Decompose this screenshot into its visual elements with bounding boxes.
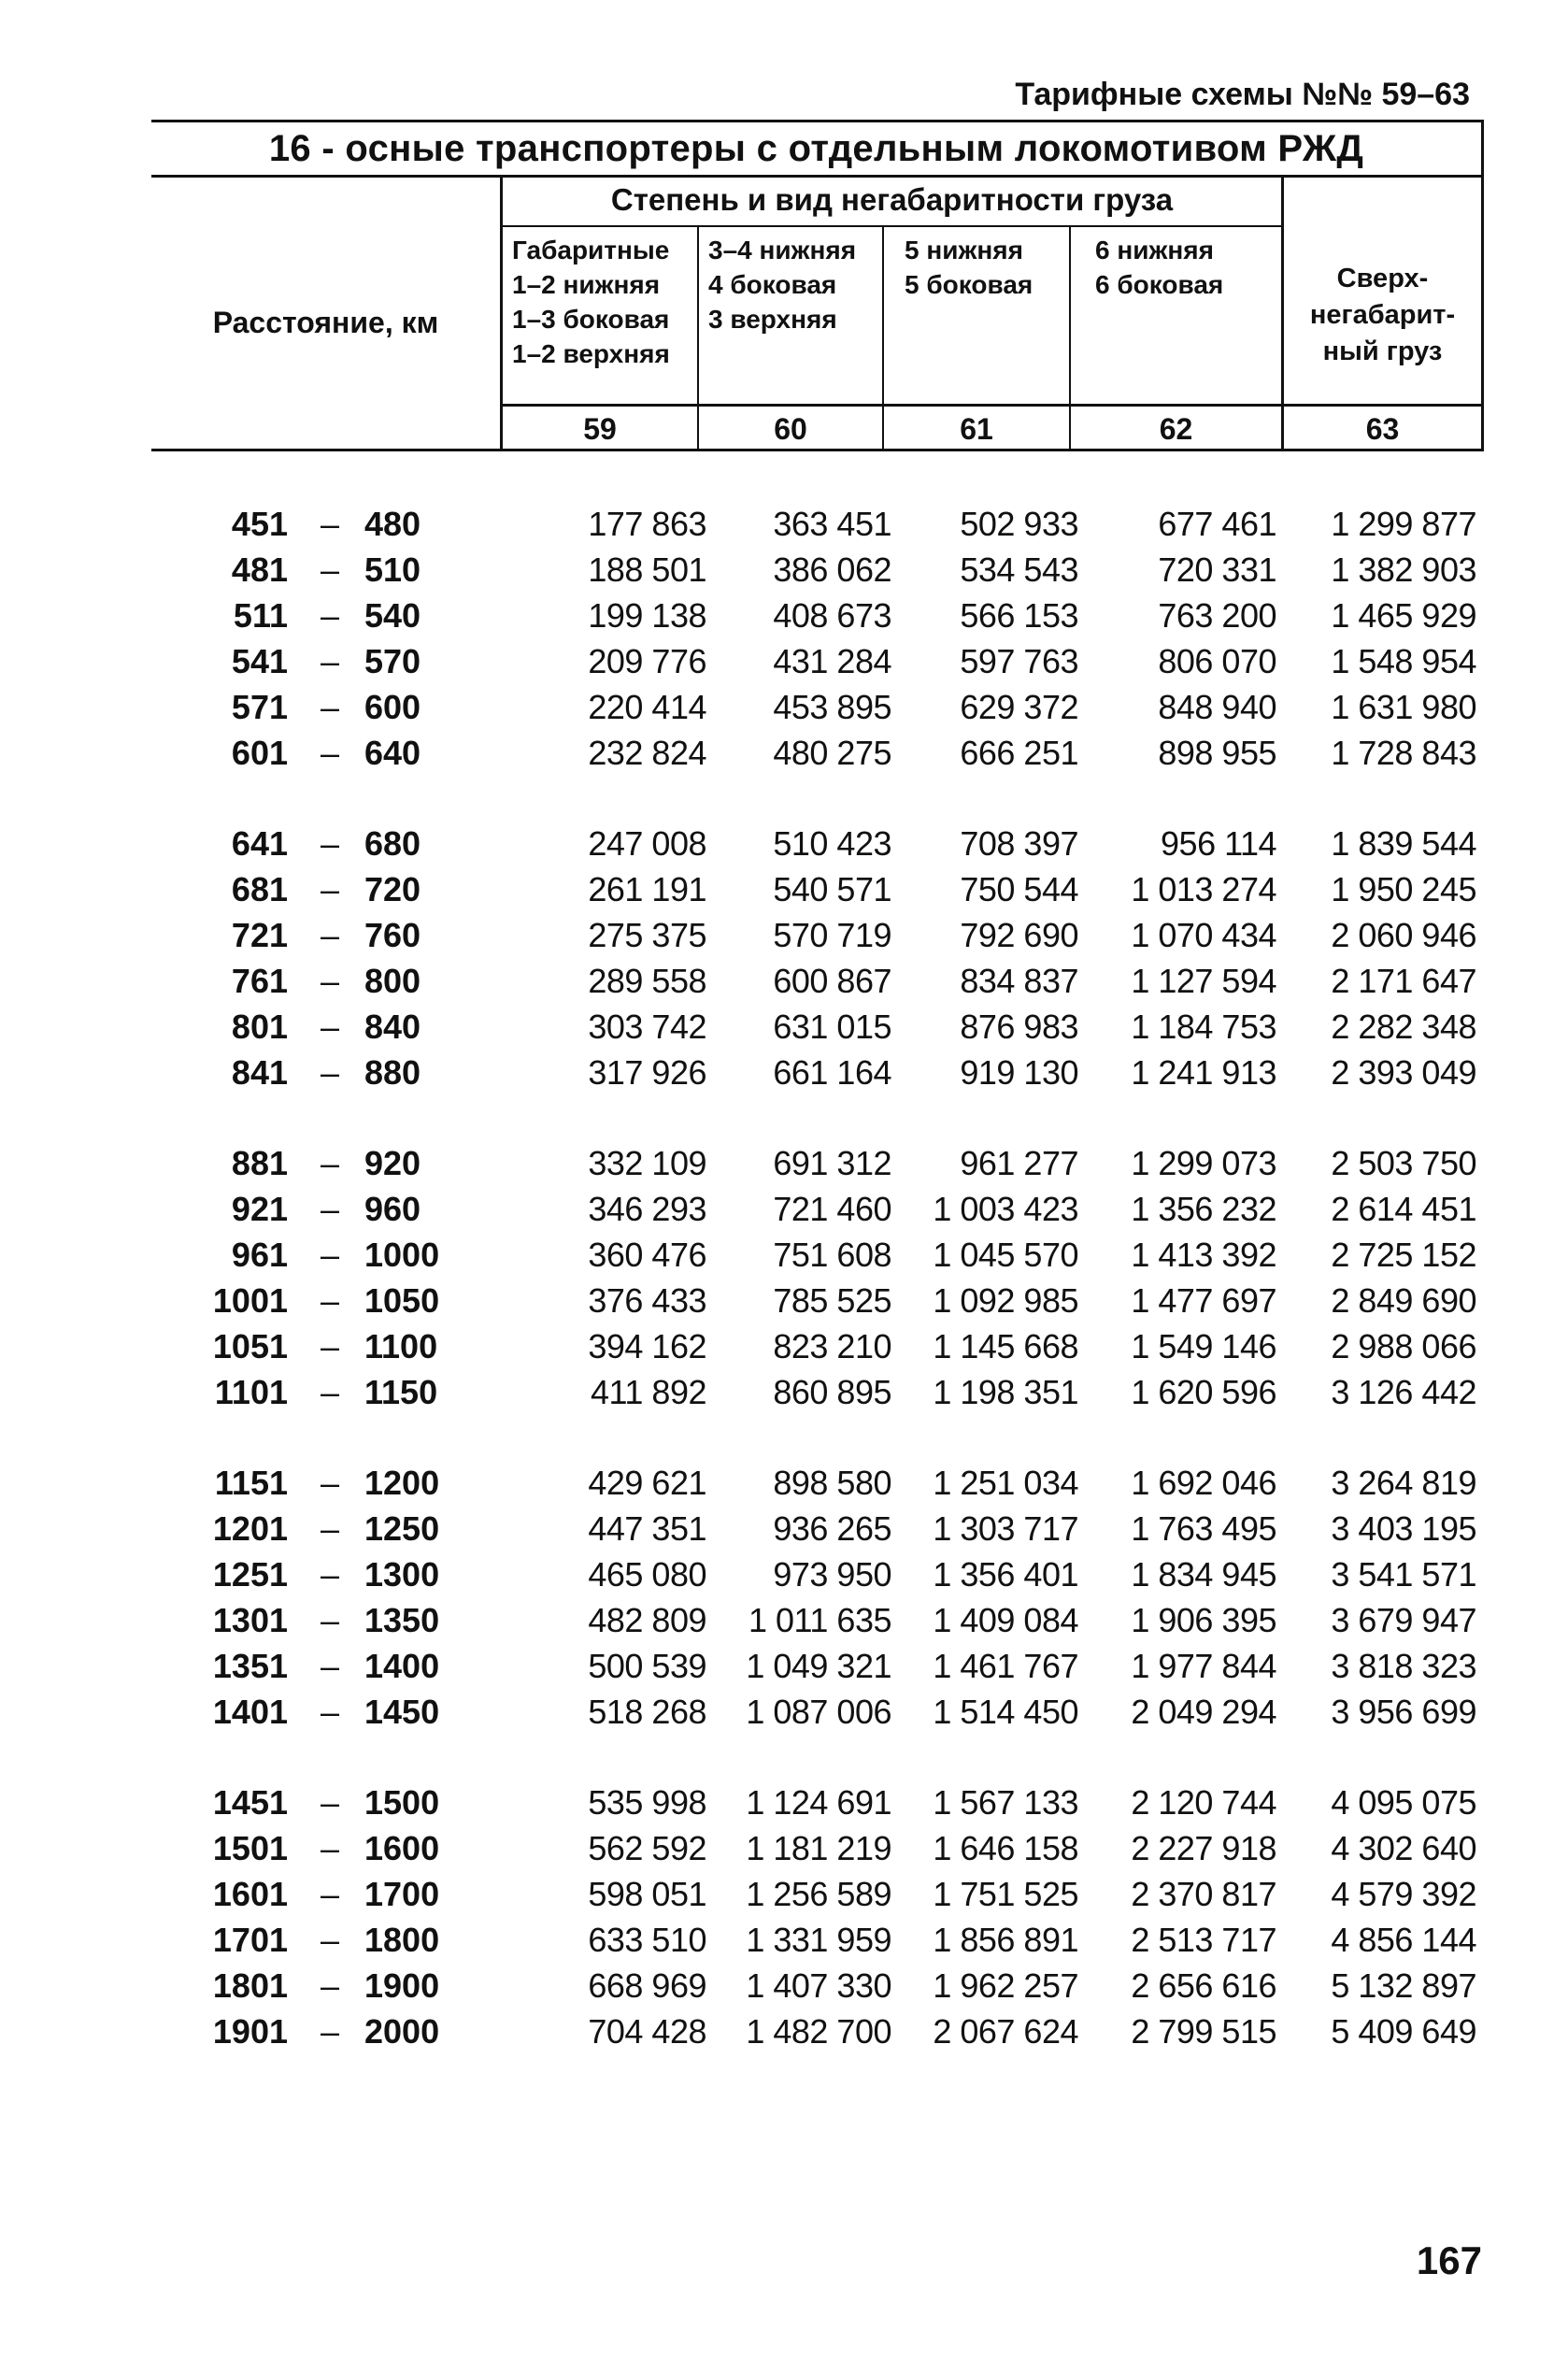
tariff-value-62: 2 656 616 [1131,1966,1276,2005]
tariff-value-60: 363 451 [773,505,891,543]
distance-from: 1401 [212,1693,288,1731]
column-label-63: Сверх- негабарит- ный груз [1284,227,1481,407]
column-code-62: 62 [1071,407,1284,451]
tariff-value-59: 360 476 [588,1236,706,1274]
tariff-value-60: 936 265 [773,1509,891,1548]
tariff-value-62: 848 940 [1158,688,1276,726]
tariff-value-63: 3 541 571 [1331,1555,1476,1594]
tariff-value-63: 1 382 903 [1331,550,1476,589]
distance-to: 1300 [364,1555,440,1594]
table-row [0,1140,1568,1186]
table-row [0,593,1568,638]
tariff-value-63: 4 856 144 [1331,1921,1476,1959]
tariff-value-62: 677 461 [1158,505,1276,543]
tariff-value-59: 199 138 [588,596,706,635]
tariff-value-62: 1 356 232 [1131,1190,1276,1228]
tariff-value-62: 806 070 [1158,642,1276,680]
tariff-value-62: 1 127 594 [1131,962,1276,1000]
tariff-value-59: 376 433 [588,1281,706,1320]
distance-to: 540 [364,596,421,635]
tariff-value-59: 209 776 [588,642,706,680]
range-dash: – [320,1144,340,1182]
tariff-value-63: 2 849 690 [1331,1281,1476,1320]
tariff-value-62: 956 114 [1161,824,1276,863]
tariff-value-62: 1 070 434 [1131,916,1276,954]
column-code-61: 61 [884,407,1071,451]
table-row [0,1963,1568,2008]
distance-to: 1900 [364,1966,440,2005]
distance-to: 2000 [364,2012,440,2051]
tariff-value-61: 1 461 767 [933,1647,1078,1685]
tariff-value-63: 3 126 442 [1331,1373,1476,1411]
tariff-value-60: 721 460 [773,1190,891,1228]
distance-to: 800 [364,962,421,1000]
tariff-value-63: 1 839 544 [1331,824,1476,863]
tariff-value-61: 1 198 351 [933,1373,1078,1411]
tariff-value-61: 566 153 [960,596,1078,635]
range-dash: – [320,916,340,954]
range-dash: – [320,1190,340,1228]
range-dash: – [320,642,340,680]
distance-column-header [151,175,503,451]
table-row [0,730,1568,776]
tariff-value-59: 535 998 [588,1783,706,1822]
tariff-value-60: 751 608 [773,1236,891,1274]
range-dash: – [320,962,340,1000]
tariff-value-62: 1 241 913 [1131,1053,1276,1092]
distance-to: 570 [364,642,421,680]
tariff-value-60: 785 525 [773,1281,891,1320]
tariff-value-63: 1 299 877 [1331,505,1476,543]
tariff-value-63: 2 060 946 [1331,916,1476,954]
tariff-value-61: 1 045 570 [933,1236,1078,1274]
tariff-value-63: 1 465 929 [1331,596,1476,635]
tariff-value-62: 1 620 596 [1131,1373,1276,1411]
tariff-value-63: 4 095 075 [1331,1783,1476,1822]
tariff-value-63: 2 282 348 [1331,1008,1476,1046]
tariff-value-62: 2 799 515 [1131,2012,1276,2051]
distance-from: 1451 [212,1783,288,1822]
tariff-value-60: 510 423 [773,824,891,863]
table-row [0,1460,1568,1506]
tariff-value-60: 691 312 [773,1144,891,1182]
tariff-value-63: 1 950 245 [1331,870,1476,908]
tariff-value-59: 668 969 [588,1966,706,2005]
table-row [0,1232,1568,1278]
tariff-value-63: 5 132 897 [1331,1966,1476,2005]
tariff-value-59: 220 414 [588,688,706,726]
distance-from: 451 [231,505,288,543]
distance-from: 921 [231,1190,288,1228]
tariff-value-59: 275 375 [588,916,706,954]
distance-to: 880 [364,1053,421,1092]
distance-to: 1100 [364,1327,438,1365]
tariff-value-62: 2 049 294 [1131,1693,1276,1731]
range-dash: – [320,1464,340,1502]
tariff-value-61: 792 690 [960,916,1078,954]
column-label-59: Габаритные 1–2 нижняя 1–3 боковая 1–2 верхняя [503,227,699,407]
tariff-value-60: 570 719 [773,916,891,954]
tariff-value-61: 750 544 [960,870,1078,908]
tariff-value-60: 1 256 589 [746,1875,891,1913]
tariff-value-59: 289 558 [588,962,706,1000]
table-row [0,684,1568,730]
table-row [0,501,1568,547]
tariff-value-61: 1 251 034 [933,1464,1078,1502]
distance-from: 801 [231,1008,288,1046]
distance-to: 1050 [364,1281,440,1320]
tariff-value-62: 763 200 [1158,596,1276,635]
range-dash: – [320,1053,340,1092]
distance-to: 640 [364,734,421,772]
column-label-61: 5 нижняя 5 боковая [884,227,1071,407]
tariff-value-59: 465 080 [588,1555,706,1594]
distance-to: 1000 [364,1236,440,1274]
tariff-value-62: 1 763 495 [1131,1509,1276,1548]
tariff-value-63: 5 409 649 [1331,2012,1476,2051]
distance-to: 840 [364,1008,421,1046]
tariff-value-59: 232 824 [588,734,706,772]
tariff-value-61: 1 514 450 [933,1693,1078,1731]
tariff-value-61: 1 303 717 [933,1509,1078,1548]
tariff-value-60: 480 275 [773,734,891,772]
tariff-value-61: 876 983 [960,1008,1078,1046]
distance-from: 881 [231,1144,288,1182]
tariff-value-59: 482 809 [588,1601,706,1639]
tariff-table-header [151,120,1484,451]
tariff-value-63: 4 302 640 [1331,1829,1476,1867]
tariff-value-59: 704 428 [588,2012,706,2051]
tariff-value-61: 597 763 [960,642,1078,680]
tariff-value-60: 631 015 [773,1008,891,1046]
distance-from: 601 [231,734,288,772]
distance-to: 1150 [364,1373,438,1411]
distance-to: 720 [364,870,421,908]
tariff-value-60: 661 164 [773,1053,891,1092]
column-code-59: 59 [503,407,699,451]
range-dash: – [320,1829,340,1867]
distance-from: 721 [231,916,288,954]
range-dash: – [320,1647,340,1685]
range-dash: – [320,1236,340,1274]
tariff-value-63: 2 393 049 [1331,1053,1476,1092]
tariff-value-61: 666 251 [960,734,1078,772]
tariff-value-60: 1 407 330 [746,1966,891,2005]
tariff-value-59: 429 621 [588,1464,706,1502]
tariff-value-62: 1 477 697 [1131,1281,1276,1320]
tariff-value-59: 177 863 [588,505,706,543]
distance-to: 480 [364,505,421,543]
distance-to: 680 [364,824,421,863]
distance-to: 600 [364,688,421,726]
distance-to: 1700 [364,1875,440,1913]
tariff-value-63: 2 171 647 [1331,962,1476,1000]
tariff-value-63: 3 679 947 [1331,1601,1476,1639]
range-dash: – [320,734,340,772]
table-row [0,1871,1568,1917]
distance-from: 541 [231,642,288,680]
tariff-value-61: 1 567 133 [933,1783,1078,1822]
distance-to: 510 [364,550,421,589]
tariff-value-60: 540 571 [773,870,891,908]
tariff-value-62: 898 955 [1158,734,1276,772]
tariff-value-59: 317 926 [588,1053,706,1092]
tariff-value-61: 961 277 [960,1144,1078,1182]
tariff-value-61: 1 962 257 [933,1966,1078,2005]
tariff-value-60: 1 049 321 [746,1647,891,1685]
table-row [0,1689,1568,1735]
tariff-value-62: 1 906 395 [1131,1601,1276,1639]
range-dash: – [320,1555,340,1594]
tariff-value-61: 1 409 084 [933,1601,1078,1639]
table-row [0,1825,1568,1871]
table-row [0,1643,1568,1689]
tariff-value-63: 2 503 750 [1331,1144,1476,1182]
table-title: 16 - осные транспортеры с отдельным локомотивом РЖД [151,122,1481,178]
distance-to: 1800 [364,1921,440,1959]
column-label-62: 6 нижняя 6 боковая [1071,227,1284,407]
distance-to: 760 [364,916,421,954]
tariff-value-62: 2 227 918 [1131,1829,1276,1867]
table-row [0,1369,1568,1415]
tariff-value-60: 386 062 [773,550,891,589]
table-row [0,866,1568,912]
range-dash: – [320,1783,340,1822]
tariff-value-60: 1 181 219 [746,1829,891,1867]
table-row [0,912,1568,958]
tariff-value-63: 3 818 323 [1331,1647,1476,1685]
tariff-value-61: 834 837 [960,962,1078,1000]
tariff-value-60: 1 482 700 [746,2012,891,2051]
distance-to: 1200 [364,1464,440,1502]
range-dash: – [320,596,340,635]
tariff-value-61: 534 543 [960,550,1078,589]
tariff-value-61: 708 397 [960,824,1078,863]
tariff-value-62: 1 834 945 [1131,1555,1276,1594]
tariff-value-59: 598 051 [588,1875,706,1913]
distance-to: 920 [364,1144,421,1182]
tariff-value-59: 332 109 [588,1144,706,1182]
table-row [0,1917,1568,1963]
tariff-value-62: 720 331 [1158,550,1276,589]
distance-to: 960 [364,1190,421,1228]
tariff-value-59: 303 742 [588,1008,706,1046]
tariff-value-60: 1 331 959 [746,1921,891,1959]
tariff-value-63: 2 725 152 [1331,1236,1476,1274]
distance-from: 1251 [212,1555,288,1594]
tariff-value-59: 447 351 [588,1509,706,1548]
tariff-value-60: 973 950 [773,1555,891,1594]
tariff-value-61: 1 751 525 [933,1875,1078,1913]
range-dash: – [320,1509,340,1548]
tariff-value-61: 1 356 401 [933,1555,1078,1594]
range-dash: – [320,1693,340,1731]
table-row [0,821,1568,866]
table-row [0,1186,1568,1232]
tariff-value-60: 600 867 [773,962,891,1000]
table-row [0,638,1568,684]
distance-from: 841 [231,1053,288,1092]
table-row [0,1551,1568,1597]
tariff-value-61: 1 646 158 [933,1829,1078,1867]
distance-from: 1601 [212,1875,288,1913]
range-dash: – [320,2012,340,2051]
range-dash: – [320,870,340,908]
tariff-value-60: 823 210 [773,1327,891,1365]
tariff-value-63: 3 956 699 [1331,1693,1476,1731]
tariff-value-61: 2 067 624 [933,2012,1078,2051]
table-row [0,1323,1568,1369]
tariff-value-62: 2 370 817 [1131,1875,1276,1913]
tariff-value-61: 1 145 668 [933,1327,1078,1365]
tariff-value-59: 394 162 [588,1327,706,1365]
distance-from: 1101 [214,1373,288,1411]
running-header: Тарифные схемы №№ 59–63 [1015,77,1470,112]
distance-to: 1400 [364,1647,440,1685]
range-dash: – [320,1008,340,1046]
distance-to: 1250 [364,1509,440,1548]
tariff-value-60: 860 895 [773,1373,891,1411]
distance-from: 641 [231,824,288,863]
distance-to: 1450 [364,1693,440,1731]
tariff-value-60: 1 087 006 [746,1693,891,1731]
tariff-value-62: 1 413 392 [1131,1236,1276,1274]
distance-header-text: Расстояние, км [212,305,439,339]
distance-from: 1301 [212,1601,288,1639]
distance-from: 1801 [212,1966,288,2005]
tariff-value-59: 633 510 [588,1921,706,1959]
tariff-value-62: 1 692 046 [1131,1464,1276,1502]
range-dash: – [320,550,340,589]
table-row [0,2008,1568,2054]
tariff-value-63: 1 548 954 [1331,642,1476,680]
tariff-value-60: 898 580 [773,1464,891,1502]
tariff-value-60: 1 124 691 [746,1783,891,1822]
tariff-value-59: 411 892 [591,1373,706,1411]
tariff-value-63: 3 264 819 [1331,1464,1476,1502]
tariff-value-59: 261 191 [588,870,706,908]
tariff-value-60: 1 011 635 [748,1601,891,1639]
range-dash: – [320,688,340,726]
distance-from: 481 [231,550,288,589]
distance-from: 1351 [212,1647,288,1685]
tariff-value-63: 2 614 451 [1331,1190,1476,1228]
distance-to: 1500 [364,1783,440,1822]
tariff-value-62: 1 977 844 [1131,1647,1276,1685]
page-number: 167 [1416,2238,1482,2282]
tariff-value-62: 1 299 073 [1131,1144,1276,1182]
range-dash: – [320,1921,340,1959]
column-label-60: 3–4 нижняя 4 боковая 3 верхняя [699,227,884,407]
tariff-value-62: 2 513 717 [1131,1921,1276,1959]
tariff-value-60: 431 284 [773,642,891,680]
tariff-value-62: 2 120 744 [1131,1783,1276,1822]
tariff-value-63: 3 403 195 [1331,1509,1476,1548]
distance-from: 961 [231,1236,288,1274]
range-dash: – [320,1601,340,1639]
tariff-value-59: 188 501 [588,550,706,589]
distance-from: 761 [231,962,288,1000]
distance-from: 1701 [212,1921,288,1959]
distance-from: 1201 [212,1509,288,1548]
tariff-value-62: 1 549 146 [1131,1327,1276,1365]
oversize-group-header: Степень и вид негабаритности груза [503,175,1284,227]
distance-from: 1151 [214,1464,288,1502]
tariff-value-62: 1 013 274 [1131,870,1276,908]
range-dash: – [320,1281,340,1320]
tariff-value-61: 1 003 423 [933,1190,1078,1228]
table-row [0,1004,1568,1050]
range-dash: – [320,1373,340,1411]
table-row [0,1597,1568,1643]
distance-to: 1600 [364,1829,440,1867]
range-dash: – [320,824,340,863]
table-row [0,958,1568,1004]
distance-from: 1501 [212,1829,288,1867]
table-row [0,1050,1568,1095]
table-row [0,1780,1568,1825]
distance-from: 571 [231,688,288,726]
tariff-value-59: 518 268 [588,1693,706,1731]
tariff-value-59: 500 539 [588,1647,706,1685]
tariff-value-61: 1 092 985 [933,1281,1078,1320]
table-row [0,547,1568,593]
distance-to: 1350 [364,1601,440,1639]
distance-from: 511 [233,596,288,635]
tariff-value-63: 2 988 066 [1331,1327,1476,1365]
distance-from: 1901 [212,2012,288,2051]
tariff-value-61: 919 130 [960,1053,1078,1092]
range-dash: – [320,1875,340,1913]
tariff-value-63: 4 579 392 [1331,1875,1476,1913]
tariff-value-60: 453 895 [773,688,891,726]
distance-from: 1051 [212,1327,288,1365]
tariff-value-59: 562 592 [588,1829,706,1867]
tariff-value-63: 1 631 980 [1331,688,1476,726]
tariff-value-59: 346 293 [588,1190,706,1228]
tariff-value-61: 1 856 891 [933,1921,1078,1959]
table-row [0,1506,1568,1551]
table-row [0,1278,1568,1323]
tariff-value-63: 1 728 843 [1331,734,1476,772]
distance-from: 1001 [212,1281,288,1320]
distance-from: 681 [231,870,288,908]
range-dash: – [320,1327,340,1365]
column-code-63: 63 [1365,412,1400,446]
tariff-value-61: 629 372 [960,688,1078,726]
tariff-value-62: 1 184 753 [1131,1008,1276,1046]
tariff-value-60: 408 673 [773,596,891,635]
range-dash: – [320,505,340,543]
column-code-60: 60 [699,407,884,451]
tariff-value-61: 502 933 [960,505,1078,543]
range-dash: – [320,1966,340,2005]
tariff-value-59: 247 008 [588,824,706,863]
